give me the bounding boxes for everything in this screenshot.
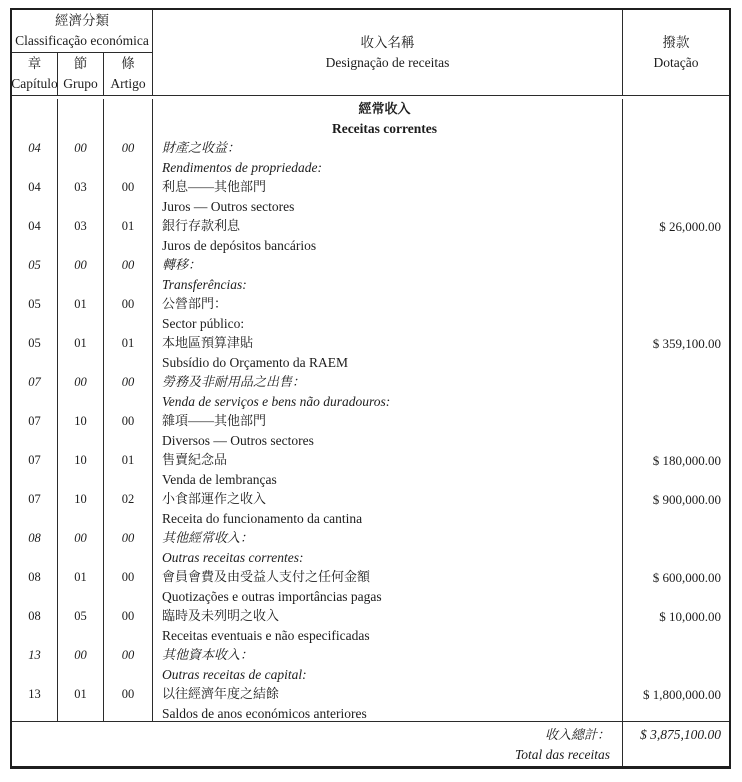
designation-cell xyxy=(153,177,623,216)
header-chapter-column xyxy=(12,53,58,95)
designation-pt: Juros de depósitos bancários xyxy=(162,237,317,253)
designation-zh: 財產之收益： xyxy=(162,140,241,155)
designation-zh: 臨時及未列明之收入 xyxy=(162,608,280,623)
total-label-pt: Total das receitas xyxy=(514,746,610,762)
amount-cell xyxy=(623,177,729,216)
amount-cell xyxy=(623,645,729,684)
article-code-cell: 00 xyxy=(104,255,153,294)
designation-pt: Venda de serviços e bens não duradouros: xyxy=(162,393,391,409)
article-code-cell: 00 xyxy=(104,684,153,721)
amount-cell xyxy=(623,255,729,294)
chapter-code-cell: 08 xyxy=(12,567,58,606)
table-row xyxy=(12,294,729,333)
table-row xyxy=(12,216,729,255)
designation-zh: 其他資本收入： xyxy=(162,647,254,662)
designation-zh: 銀行存款利息 xyxy=(162,218,241,233)
table-body xyxy=(12,96,729,721)
designation-pt: Transferências: xyxy=(162,276,247,292)
chapter-code-cell: 05 xyxy=(12,333,58,372)
table-row xyxy=(12,333,729,372)
designation-label-zh: 收入名稱 xyxy=(360,34,415,50)
designation-zh: 小食部運作之收入 xyxy=(162,491,267,506)
group-code-cell: 00 xyxy=(58,645,104,684)
article-code-cell: 01 xyxy=(104,216,153,255)
table-row xyxy=(12,645,729,684)
designation-cell xyxy=(153,294,623,333)
table-row xyxy=(12,411,729,450)
group-code-cell: 10 xyxy=(58,411,104,450)
table-row xyxy=(12,372,729,411)
article-label-pt: Artigo xyxy=(110,76,146,91)
designation-zh: 以往經濟年度之結餘 xyxy=(162,686,280,701)
article-code-cell: 00 xyxy=(104,177,153,216)
chapter-code-cell: 05 xyxy=(12,294,58,333)
group-code-cell: 00 xyxy=(58,138,104,177)
article-code-cell: 00 xyxy=(104,138,153,177)
table-footer xyxy=(12,721,729,766)
designation-pt: Diversos — Outros sectores xyxy=(162,432,314,448)
designation-cell xyxy=(153,333,623,372)
designation-pt: Juros — Outros sectores xyxy=(162,198,295,214)
designation-cell xyxy=(153,645,623,684)
group-code-cell: 05 xyxy=(58,606,104,645)
header-code-columns xyxy=(12,53,152,95)
designation-cell xyxy=(153,606,623,645)
section-title-cell xyxy=(153,99,623,138)
designation-cell xyxy=(153,450,623,489)
group-code-cell xyxy=(58,99,104,138)
designation-label-pt: Designação de receitas xyxy=(325,54,450,70)
table-row xyxy=(12,528,729,567)
header-group-column xyxy=(58,53,104,95)
article-label-zh: 條 xyxy=(121,56,135,71)
designation-pt: Receitas eventuais e não especificadas xyxy=(162,627,370,643)
designation-zh: 轉移： xyxy=(162,257,202,272)
designation-cell xyxy=(153,138,623,177)
economic-classification-pt: Classificação económica xyxy=(15,33,149,48)
section-title-pt: Receitas correntes xyxy=(331,120,438,136)
chapter-code-cell: 13 xyxy=(12,645,58,684)
section-title-zh: 經常收入 xyxy=(358,101,411,116)
table-row xyxy=(12,255,729,294)
amount-cell: $ 359,100.00 xyxy=(652,336,721,351)
designation-pt: Quotizações e outras importâncias pagas xyxy=(162,588,382,604)
chapter-code-cell: 04 xyxy=(12,138,58,177)
chapter-code-cell: 07 xyxy=(12,489,58,528)
designation-cell xyxy=(153,567,623,606)
article-code-cell: 02 xyxy=(104,489,153,528)
table-row xyxy=(12,567,729,606)
group-code-cell: 10 xyxy=(58,450,104,489)
designation-pt: Subsídio do Orçamento da RAEM xyxy=(162,354,348,370)
amount-cell xyxy=(623,528,729,567)
designation-pt: Receita do funcionamento da cantina xyxy=(162,510,363,526)
designation-zh: 雜項——其他部門 xyxy=(162,413,267,428)
amount-cell: $ 600,000.00 xyxy=(652,570,721,585)
table-row xyxy=(12,177,729,216)
header-designation-column xyxy=(153,10,623,95)
group-code-cell: 10 xyxy=(58,489,104,528)
group-code-cell: 01 xyxy=(58,294,104,333)
designation-cell xyxy=(153,489,623,528)
article-code-cell: 00 xyxy=(104,645,153,684)
article-code-cell: 00 xyxy=(104,294,153,333)
table-header xyxy=(12,10,729,96)
designation-cell xyxy=(153,216,623,255)
amount-cell: $ 180,000.00 xyxy=(652,453,721,468)
designation-cell xyxy=(153,411,623,450)
dotacao-label-zh: 撥款 xyxy=(662,34,690,50)
group-code-cell: 00 xyxy=(58,255,104,294)
revenue-table xyxy=(10,8,731,769)
header-economic-classification-title xyxy=(12,10,152,53)
designation-zh: 利息——其他部門 xyxy=(162,179,267,194)
chapter-label-pt: Capítulo xyxy=(11,76,58,91)
designation-pt: Outras receitas de capital: xyxy=(162,666,307,682)
designation-zh: 其他經常收入： xyxy=(162,530,254,545)
group-code-cell: 03 xyxy=(58,177,104,216)
designation-cell xyxy=(153,528,623,567)
total-label-zh: 收入總計： xyxy=(544,727,610,742)
designation-zh: 勞務及非耐用品之出售： xyxy=(162,374,306,389)
chapter-code-cell: 04 xyxy=(12,177,58,216)
group-code-cell: 03 xyxy=(58,216,104,255)
group-label-pt: Grupo xyxy=(63,76,98,91)
designation-zh: 本地區預算津貼 xyxy=(162,335,254,350)
article-code-cell xyxy=(104,99,153,138)
table-row xyxy=(12,606,729,645)
section-header-row xyxy=(12,99,729,138)
group-code-cell: 01 xyxy=(58,333,104,372)
amount-cell xyxy=(623,372,729,411)
header-economic-classification xyxy=(12,10,153,95)
designation-cell xyxy=(153,372,623,411)
table-row xyxy=(12,489,729,528)
designation-zh: 會員會費及由受益人支付之任何金額 xyxy=(162,569,371,584)
article-code-cell: 00 xyxy=(104,528,153,567)
economic-classification-zh: 經濟分類 xyxy=(55,13,109,28)
designation-pt: Rendimentos de propriedade: xyxy=(162,159,322,175)
chapter-code-cell: 07 xyxy=(12,372,58,411)
designation-pt: Venda de lembranças xyxy=(162,471,277,487)
amount-cell: $ 26,000.00 xyxy=(659,219,721,234)
chapter-code-cell: 07 xyxy=(12,450,58,489)
designation-pt: Sector público: xyxy=(162,315,245,331)
amount-cell xyxy=(623,411,729,450)
table-row xyxy=(12,450,729,489)
group-code-cell: 00 xyxy=(58,372,104,411)
amount-cell: $ 10,000.00 xyxy=(659,609,721,624)
article-code-cell: 01 xyxy=(104,450,153,489)
amount-cell xyxy=(623,294,729,333)
chapter-code-cell xyxy=(12,99,58,138)
amount-cell xyxy=(623,99,729,138)
article-code-cell: 01 xyxy=(104,333,153,372)
chapter-code-cell: 08 xyxy=(12,528,58,567)
designation-cell xyxy=(153,684,623,721)
designation-zh: 售賣紀念品 xyxy=(162,452,228,467)
amount-cell xyxy=(623,138,729,177)
designation-pt: Saldos de anos económicos anteriores xyxy=(162,705,367,721)
dotacao-label-pt: Dotação xyxy=(653,54,699,70)
amount-cell: $ 900,000.00 xyxy=(652,492,721,507)
chapter-code-cell: 08 xyxy=(12,606,58,645)
group-code-cell: 01 xyxy=(58,567,104,606)
chapter-code-cell: 07 xyxy=(12,411,58,450)
group-label-zh: 節 xyxy=(73,56,88,71)
chapter-code-cell: 05 xyxy=(12,255,58,294)
table-row xyxy=(12,138,729,177)
group-code-cell: 01 xyxy=(58,684,104,721)
article-code-cell: 00 xyxy=(104,411,153,450)
group-code-cell: 00 xyxy=(58,528,104,567)
header-article-column xyxy=(104,53,152,95)
chapter-code-cell: 13 xyxy=(12,684,58,721)
header-dotacao-column xyxy=(623,10,729,95)
designation-zh: 公營部門： xyxy=(162,296,228,311)
amount-cell: $ 1,800,000.00 xyxy=(643,687,721,702)
table-row xyxy=(12,684,729,721)
designation-pt: Outras receitas correntes: xyxy=(162,549,304,565)
article-code-cell: 00 xyxy=(104,567,153,606)
total-label-cell xyxy=(12,722,623,766)
article-code-cell: 00 xyxy=(104,372,153,411)
chapter-label-zh: 章 xyxy=(27,56,42,71)
total-amount-cell: $ 3,875,100.00 xyxy=(640,727,721,742)
article-code-cell: 00 xyxy=(104,606,153,645)
designation-cell xyxy=(153,255,623,294)
chapter-code-cell: 04 xyxy=(12,216,58,255)
